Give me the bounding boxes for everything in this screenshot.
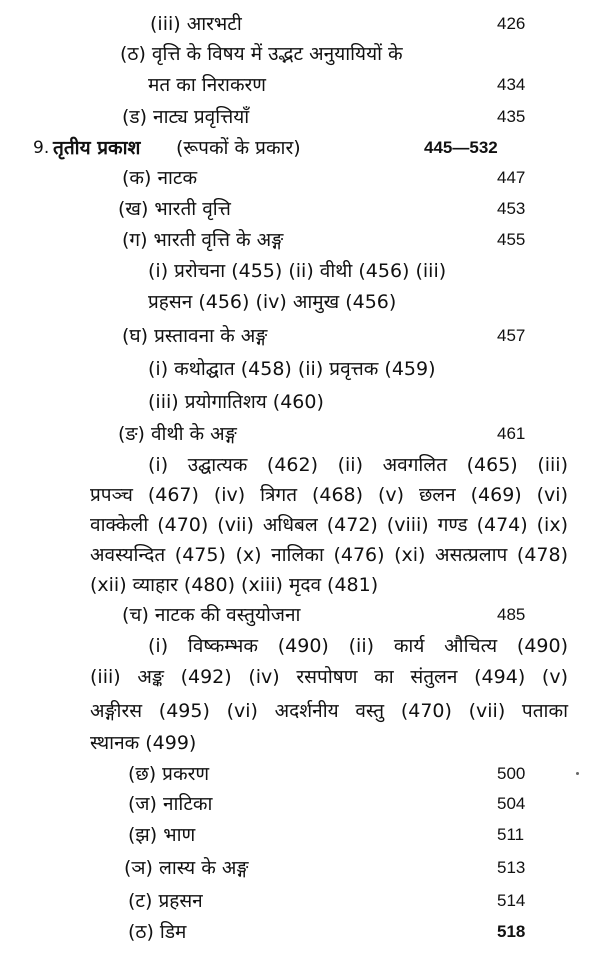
- subitem-text: प्रपञ्च (467) (iv) त्रिगत (468) (v) छलन (469) (vi): [90, 484, 568, 506]
- toc-entry: [0, 886, 600, 916]
- entry-page: 434: [497, 75, 526, 94]
- chapter-subtitle: (रूपकों के प्रकार): [176, 137, 301, 159]
- subitem-text: अङ्गीरस (495) (vi) अदर्शनीय वस्तु (470) (vii) पताका: [90, 700, 568, 722]
- toc-entry: [0, 102, 600, 132]
- toc-entry: [0, 39, 600, 69]
- entry-page: 504: [497, 794, 526, 813]
- subitem-text: (i) विष्कम्भक (490) (ii) कार्य औचित्य (490): [148, 635, 568, 657]
- subitem-text: प्रहसन (456) (iv) आमुख (456): [148, 291, 397, 313]
- entry-page: 435: [497, 107, 526, 126]
- entry-page: 511: [497, 825, 525, 844]
- entry-page: 514: [497, 891, 526, 910]
- subitem-line: [0, 540, 600, 570]
- subitem-line: [0, 387, 600, 417]
- entry-label: (ङ) वीथी के अङ्ग: [118, 423, 237, 445]
- subitem-text: (xii) व्याहार (480) (xiii) मृदव (481): [90, 574, 379, 596]
- entry-page: 461: [497, 424, 526, 443]
- entry-label-continued: मत का निराकरण: [148, 74, 267, 96]
- entry-label: (ठ) डिम: [128, 921, 187, 943]
- entry-label: (ट) प्रहसन: [128, 890, 203, 912]
- subitem-line: [0, 287, 600, 317]
- entry-label: (iii) आरभटी: [150, 13, 242, 35]
- toc-entry-continued: [0, 70, 600, 100]
- toc-entry: [0, 225, 600, 255]
- toc-entry: [0, 419, 600, 449]
- chapter-page-range: 445—532: [424, 138, 498, 157]
- scan-speck: [576, 772, 579, 775]
- entry-page: 500: [497, 764, 526, 783]
- toc-entry: [0, 789, 600, 819]
- subitem-line: [0, 354, 600, 384]
- entry-label: (ग) भारती वृत्ति के अङ्ग: [122, 229, 284, 251]
- subitem-line: [0, 696, 600, 726]
- entry-label: (ञ) लास्य के अङ्ग: [124, 857, 249, 879]
- subitem-text: (iii) प्रयोगातिशय (460): [148, 391, 324, 413]
- subitem-text: वाक्केली (470) (vii) अधिबल (472) (viii) गण्ड (474) (ix): [90, 514, 568, 536]
- subitem-line: [0, 256, 600, 286]
- entry-page: 513: [497, 858, 526, 877]
- entry-label: (ज) नाटिका: [128, 793, 213, 815]
- entry-label: (च) नाटक की वस्तुयोजना: [122, 604, 301, 626]
- entry-page: 485: [497, 605, 526, 624]
- chapter-entry: [0, 133, 600, 163]
- chapter-number: 9.: [33, 138, 50, 158]
- entry-label: (ख) भारती वृत्ति: [118, 198, 231, 220]
- toc-entry: [0, 917, 600, 947]
- entry-label: (घ) प्रस्तावना के अङ्ग: [122, 325, 268, 347]
- subitem-line: [0, 631, 600, 661]
- entry-page: 455: [497, 230, 526, 249]
- subitem-text: (iii) अङ्क (492) (iv) रसपोषण का संतुलन (494) (v): [90, 666, 568, 688]
- subitem-line: [0, 510, 600, 540]
- subitem-line: [0, 450, 600, 480]
- subitem-text: अवस्यन्दित (475) (x) नालिका (476) (xi) असत्प्रलाप (478): [90, 544, 568, 566]
- toc-entry: [0, 759, 600, 789]
- entry-label: (ठ) वृत्ति के विषय में उद्भट अनुयायियों के: [120, 43, 403, 65]
- toc-entry: [0, 163, 600, 193]
- entry-page: 426: [497, 14, 526, 33]
- entry-page: 453: [497, 199, 526, 218]
- entry-page: 447: [497, 168, 526, 187]
- entry-label: (छ) प्रकरण: [128, 763, 210, 785]
- subitem-text: (i) उद्घात्यक (462) (ii) अवगलित (465) (iii): [148, 454, 568, 476]
- entry-page: 457: [497, 326, 526, 345]
- subitem-text: स्थानक (499): [90, 732, 197, 754]
- entry-label: (क) नाटक: [122, 167, 198, 189]
- toc-entry: [0, 820, 600, 850]
- toc-entry: [0, 321, 600, 351]
- entry-label: (ड) नाट्य प्रवृत्तियाँ: [122, 106, 250, 128]
- chapter-title: तृतीय प्रकाश: [53, 137, 141, 159]
- subitem-text: (i) कथोद्घात (458) (ii) प्रवृत्तक (459): [148, 358, 436, 380]
- toc-entry: [0, 600, 600, 630]
- toc-entry: [0, 853, 600, 883]
- entry-label: (झ) भाण: [128, 824, 196, 846]
- toc-entry: [0, 9, 600, 39]
- subitem-line: [0, 480, 600, 510]
- toc-entry: [0, 194, 600, 224]
- subitem-line: [0, 662, 600, 692]
- subitem-line: [0, 728, 600, 758]
- subitem-text: (i) प्ररोचना (455) (ii) वीथी (456) (iii): [148, 260, 447, 282]
- entry-page: 518: [497, 922, 526, 941]
- subitem-line: [0, 570, 600, 600]
